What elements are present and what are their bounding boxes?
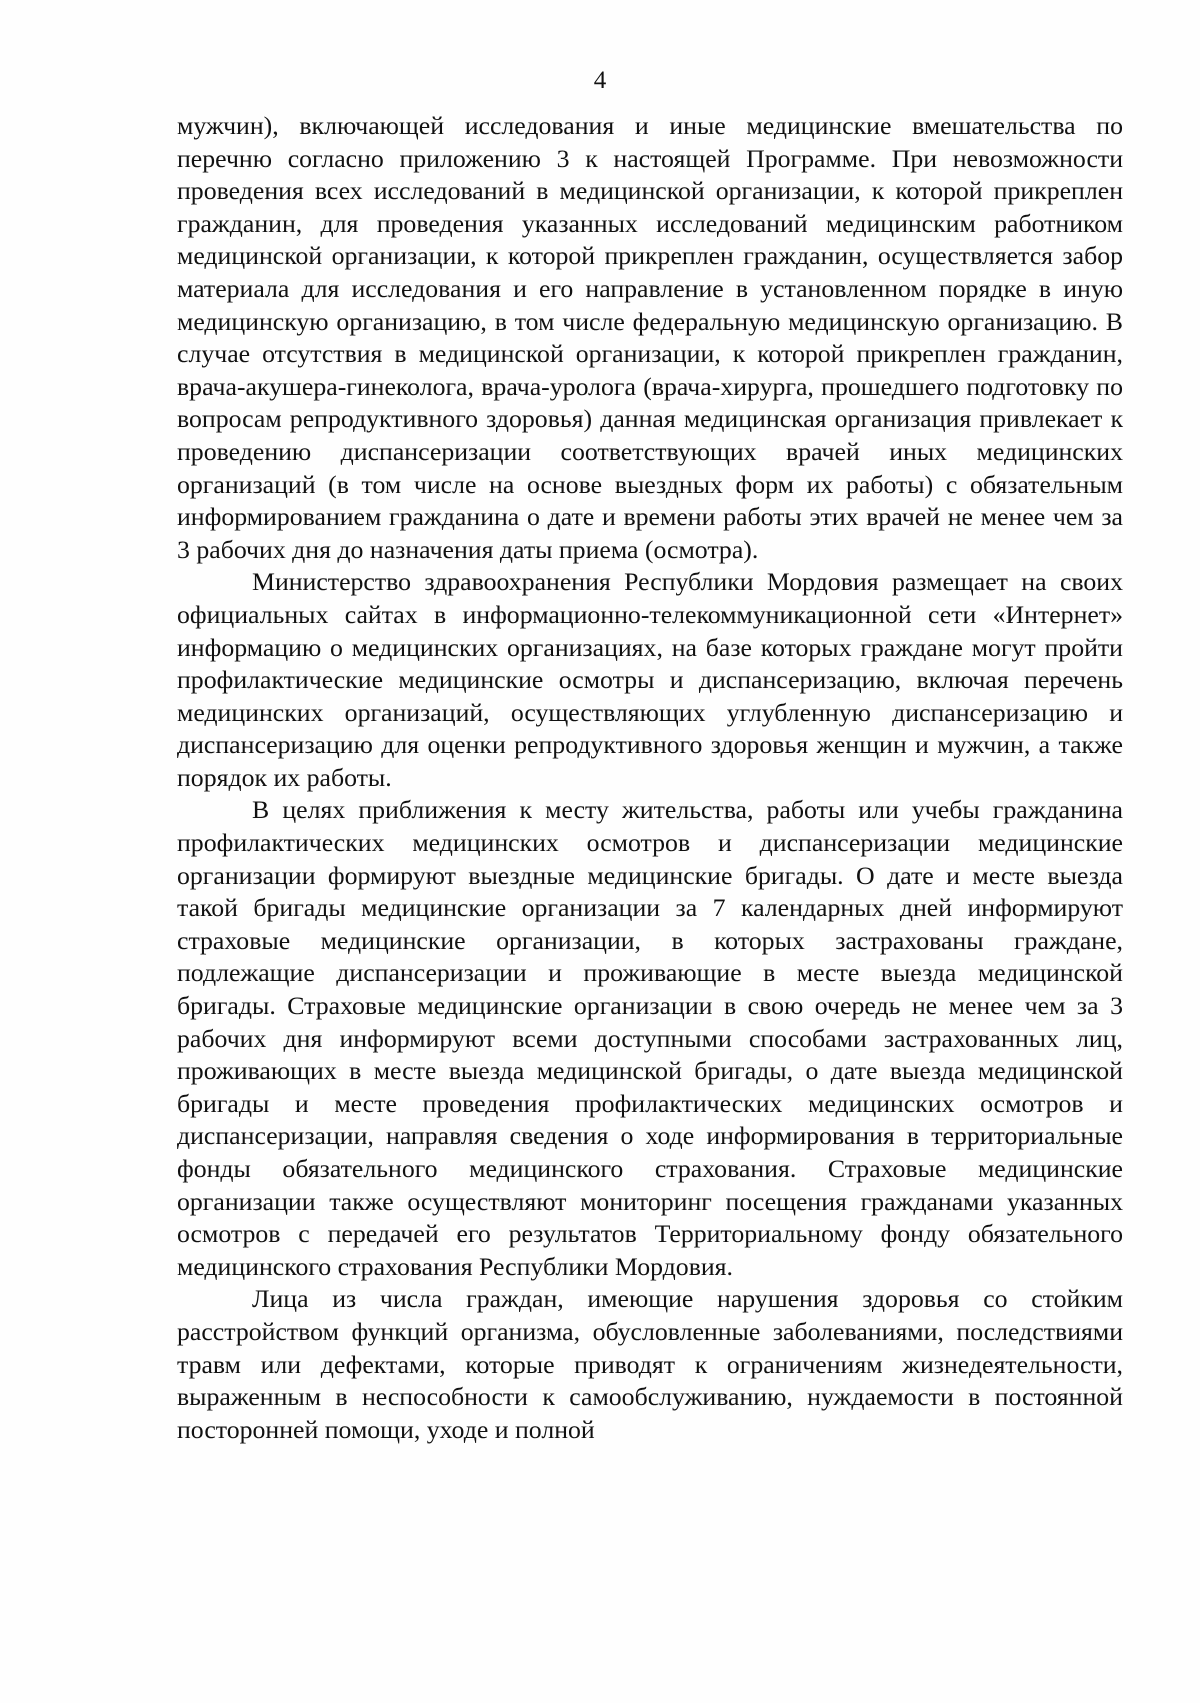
paragraph-mobile-teams: В целях приближения к месту жительства, работы или учебы гражданина профилактических медицинских осмотров и диспансеризации медицинские организации формируют выездные медицинские бригады. О дате и месте выезда такой бригады медицинские организации за 7 календарных дней информируют страховые медицинские организации, в которых застрахованы граждане, подлежащие диспансеризации и проживающие в месте выезда медицинской бригады. Страховые медицинские организации в свою очередь не менее чем за 3 рабочих дня информируют всеми доступными способами застрахованных лиц, проживающих в месте выезда медицинской бригады, о дате выезда медицинской бригады и месте проведения профилактических медицинских осмотров и диспансеризации, направляя сведения о ходе информирования в территориальные фонды обязательного медицинского страхования. Страховые медицинские организации также осуществляют мониторинг посещения гражданами указанных осмотров с передачей его результатов Территориальному фонду обязательного медицинского страхования Республики Мордовия. <box>177 795 1123 1281</box>
page-number: 4 <box>593 67 607 94</box>
document-body <box>177 110 1123 1446</box>
paragraph-continued: мужчин), включающей исследования и иные медицинские вмешательства по перечню согласно приложению 3 к настоящей Программе. При невозможности проведения всех исследований в медицинской организации, к которой прикреплен гражданин, для проведения указанных исследований медицинским работником медицинской организации, к которой прикреплен гражданин, осуществляется забор материала для исследования и его направление в установленном порядке в иную медицинскую организацию, в том числе федеральную медицинскую организацию. В случае отсутствия в медицинской организации, к которой прикреплен гражданин, врача-акушера-гинеколога, врача-уролога (врача-хирурга, прошедшего подготовку по вопросам репродуктивного здоровья) данная медицинская организация привлекает к проведению диспансеризации соответствующих врачей иных медицинских организаций (в том числе на основе выездных форм их работы) с обязательным информированием гражданина о дате и времени работы этих врачей не менее чем за 3 рабочих дня до назначения даты приема (осмотра). <box>177 111 1123 564</box>
paragraph-ministry-info: Министерство здравоохранения Республики Мордовия размещает на своих официальных сайтах в информационно-телекоммуникационной сети «Интернет» информацию о медицинских организациях, на базе которых граждане могут пройти профилактические медицинские осмотры и диспансеризацию, включая перечень медицинских организаций, осуществляющих углубленную диспансеризацию и диспансеризацию для оценки репродуктивного здоровья женщин и мужчин, а также порядок их работы. <box>177 567 1123 792</box>
paragraph-disabled-persons: Лица из числа граждан, имеющие нарушения здоровья со стойким расстройством функций организма, обусловленные заболеваниями, последствиями травм или дефектами, которые приводят к ограничениям жизнедеятельности, выраженным в неспособности к самообслуживанию, нуждаемости в постоянной посторонней помощи, уходе и полной <box>177 1284 1123 1444</box>
